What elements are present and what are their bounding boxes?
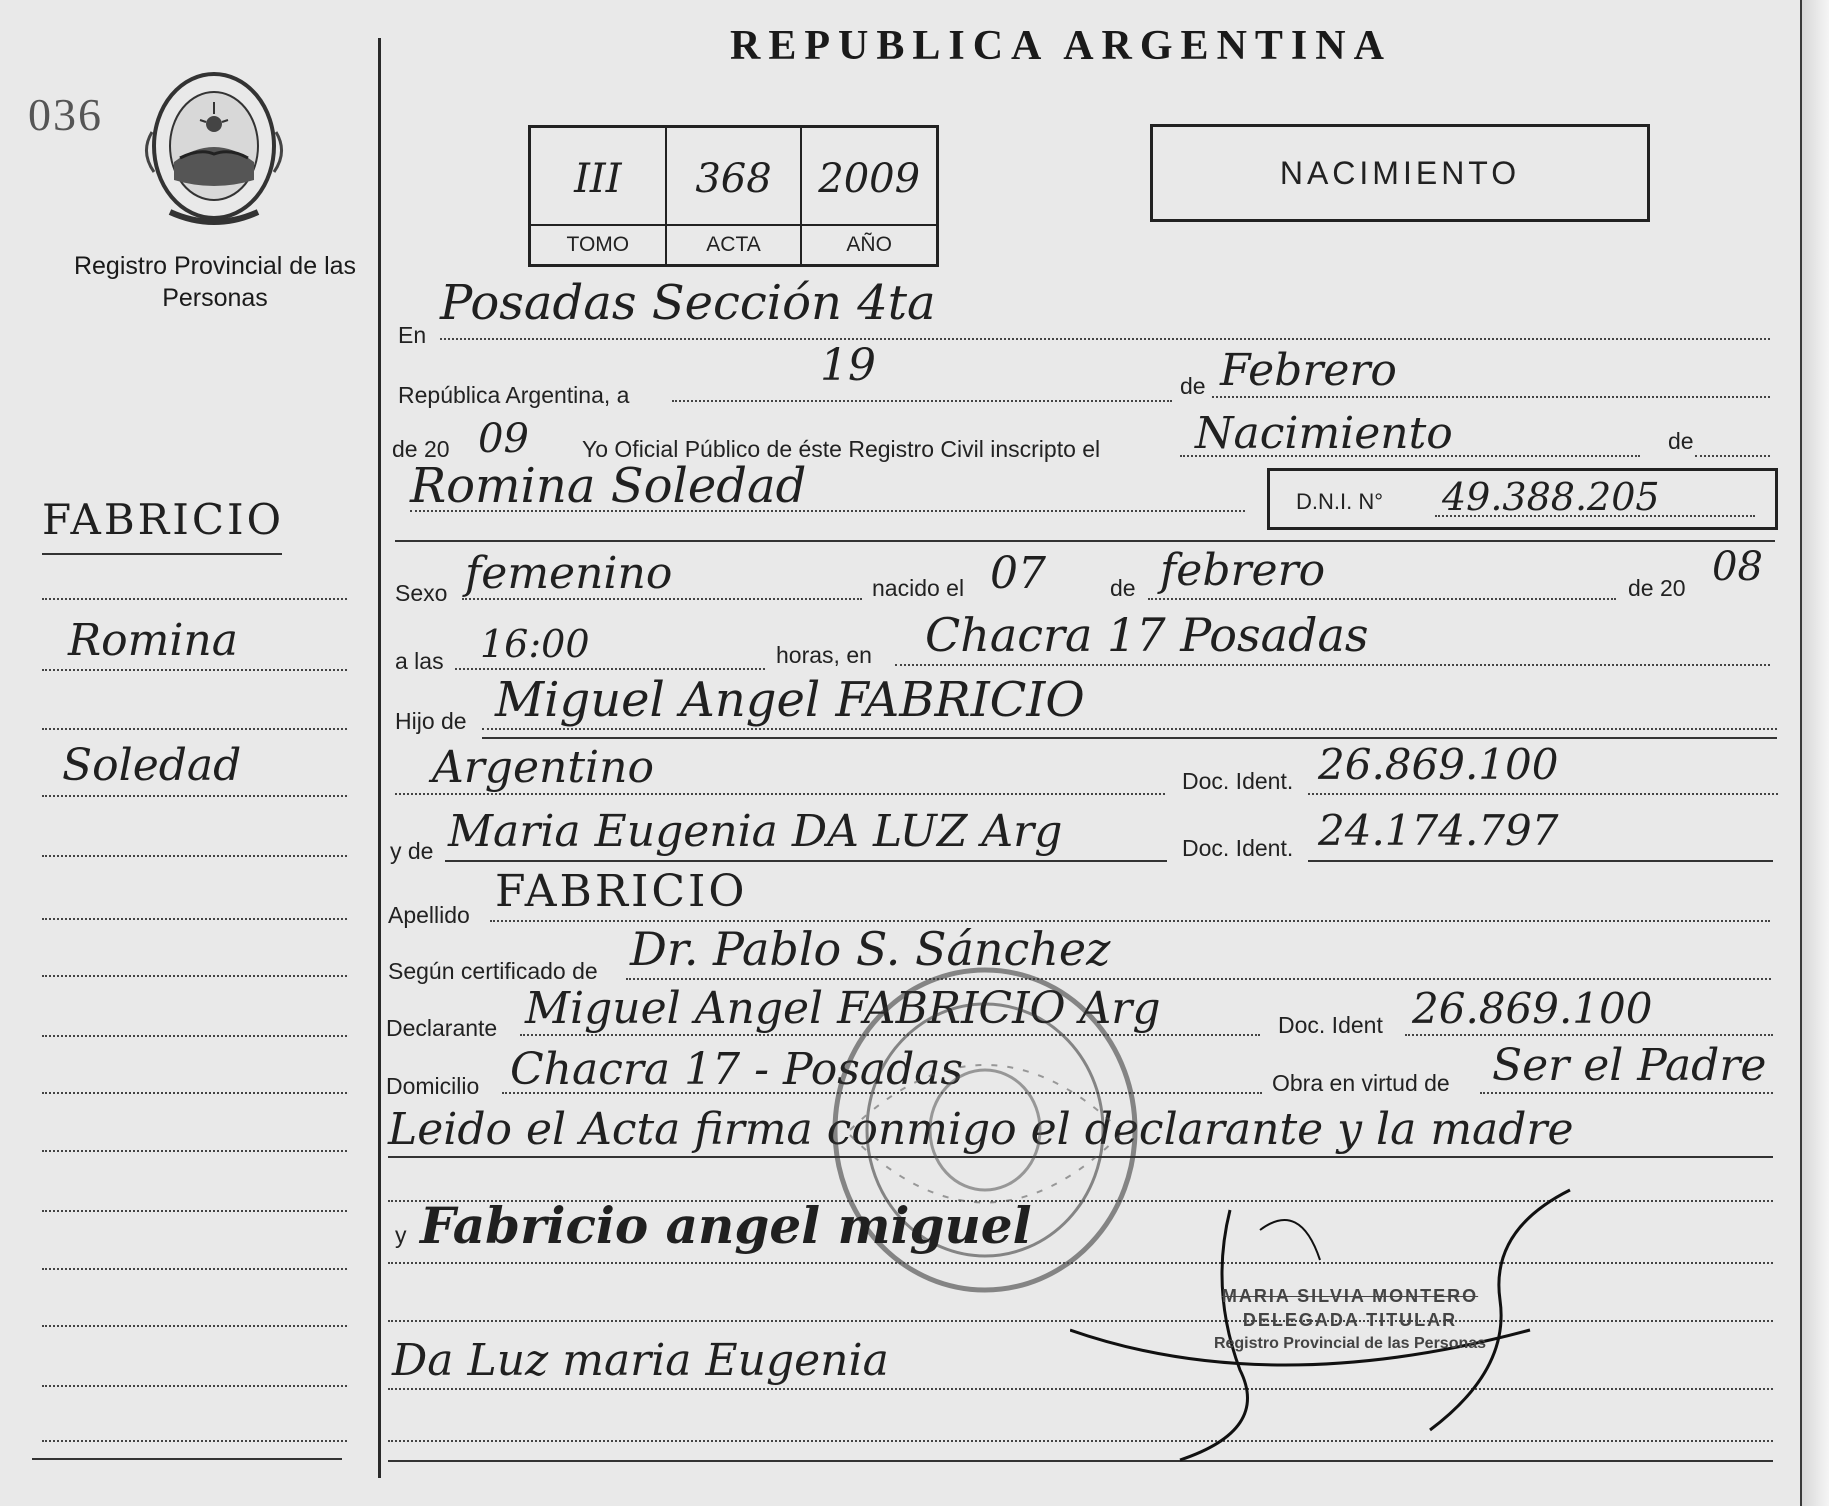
leido-text: Leido el Acta firma conmigo el declarante y la madre [388,1104,1574,1155]
padre-value: Miguel Angel FABRICIO [495,672,1085,728]
padre-nac-line [395,793,1165,795]
en-value: Posadas Sección 4ta [440,275,936,331]
padre-solid-line [482,737,1777,739]
obra-line [1480,1092,1773,1094]
hijo-label: Hijo de [395,708,467,734]
registered-name: Romina Soledad [410,458,807,514]
padre-line [482,728,1777,730]
day-line [672,400,1172,402]
de-label: de [1180,373,1206,399]
year-prefix: de 20 [392,436,450,462]
sidebar-line [42,1150,347,1152]
segun-value: Dr. Pablo S. Sánchez [630,922,1111,976]
act-type-box: NACIMIENTO [1150,124,1650,222]
nacido-year: 08 [1712,544,1763,590]
sidebar-line [42,1035,347,1037]
folio-number: 036 [28,89,103,140]
provincial-seal-icon [140,62,288,230]
alas-line [455,668,765,670]
name-line [410,510,1245,512]
horas-label: horas, en [776,642,872,668]
page-edge [1800,0,1829,1506]
sexo-line [462,598,862,600]
official-block [1150,1284,1550,1356]
doc-label: Doc. Ident. [1182,768,1294,794]
month-line [1212,396,1770,398]
sidebar-line [42,1210,347,1212]
sidebar-line [42,1325,347,1327]
declarante-label: Declarante [386,1015,498,1041]
tomo-cell [531,128,667,264]
doc-label-2: Doc. Ident. [1182,835,1294,861]
father-signature: Fabricio angel miguel [420,1196,1032,1255]
sidebar-line [42,598,347,600]
inscripto-value: Nacimiento [1195,408,1453,459]
acta-cell [667,128,803,264]
padre-nationality: Argentino [432,742,654,793]
segun-label: Según certificado de [388,958,598,984]
acta-value: 368 [695,156,772,202]
lugar-value: Chacra 17 Posadas [925,608,1369,662]
alas-value: 16:00 [480,622,590,666]
column-divider [378,38,381,1478]
yde-label: y de [390,838,434,864]
sidebar-line [42,855,347,857]
official-name: MARIA SILVIA MONTERO [1221,1286,1479,1306]
tomo-label: TOMO [531,224,665,264]
dni-line [1435,515,1755,517]
sidebar-line [42,1385,347,1387]
anio-value: 2009 [818,156,921,202]
madre-doc: 24.174.797 [1318,806,1559,855]
month-value: Febrero [1220,345,1397,396]
sidebar-line [42,1268,347,1270]
dni-value: 49.388.205 [1442,475,1660,519]
madre-value: Maria Eugenia DA LUZ Arg [448,806,1063,857]
nacido-label: nacido el [872,575,965,601]
en-label: En [398,322,427,348]
sidebar-bottom-line [32,1458,342,1460]
sidebar-line [42,918,347,920]
de-label-4: de 20 [1628,575,1686,601]
obra-label: Obra en virtud de [1272,1070,1450,1096]
anio-cell [802,128,936,264]
sidebar-line [42,795,347,797]
obra-value: Ser el Padre [1492,1040,1767,1091]
padre-doc-line [1308,793,1778,795]
nacido-month-line [1148,598,1616,600]
dni-label: D.N.I. N° [1296,489,1384,514]
en-line [440,338,1770,340]
domicilio-value: Chacra 17 - Posadas [510,1044,964,1095]
anio-label: AÑO [802,224,936,264]
oficial-label: Yo Oficial Público de éste Registro Civil inscripto el [582,436,1101,462]
sidebar-surname: FABRICIO [42,495,285,544]
y-label: y [395,1222,407,1248]
day-value: 19 [820,340,876,391]
registry-name: Registro Provincial de las Personas [73,252,357,312]
official-office: Registro Provincial de las Personas [1213,1335,1487,1352]
sexo-label: Sexo [395,580,448,606]
inscripto-line [1180,455,1640,457]
nacido-day: 07 [990,548,1046,599]
apellido-value: FABRICIO [495,866,748,917]
section-separator [395,540,1775,542]
alas-label: a las [395,648,444,674]
year-value: 09 [478,416,529,462]
domicilio-label: Domicilio [386,1073,480,1099]
declarante-doc: 26.869.100 [1412,984,1653,1033]
official-title: DELEGADA TITULAR [1242,1310,1458,1330]
sidebar-first-name: Romina [68,615,238,666]
apellido-label: Apellido [388,902,470,928]
republica-label: República Argentina, a [398,382,630,408]
lugar-line [895,664,1770,666]
sidebar-line [42,975,347,977]
declarante-value: Miguel Angel FABRICIO Arg [525,983,1161,1034]
madre-doc-line [1308,860,1773,862]
padre-doc: 26.869.100 [1318,740,1559,789]
declarante-doc-line [1405,1034,1773,1036]
mother-signature: Da Luz maria Eugenia [392,1335,889,1386]
book-reference-box [528,125,939,267]
segun-line [626,978,1771,980]
dni-box [1267,468,1778,530]
sidebar-line [42,669,347,671]
de-line [1695,455,1770,457]
sidebar-underline [42,553,282,555]
tomo-value: III [574,156,622,202]
nacido-month: febrero [1160,545,1326,596]
madre-line [445,860,1167,862]
acta-label: ACTA [667,224,801,264]
de-label-3: de [1110,575,1136,601]
sidebar-line [42,1440,347,1442]
de-label-2: de [1668,428,1694,454]
sidebar-line [42,1092,347,1094]
docident-label: Doc. Ident [1278,1012,1383,1038]
sexo-value: femenino [465,548,673,599]
sidebar-line [42,728,347,730]
sidebar-second-name: Soledad [62,740,242,791]
country-title: REPUBLICA ARGENTINA [730,23,1392,69]
